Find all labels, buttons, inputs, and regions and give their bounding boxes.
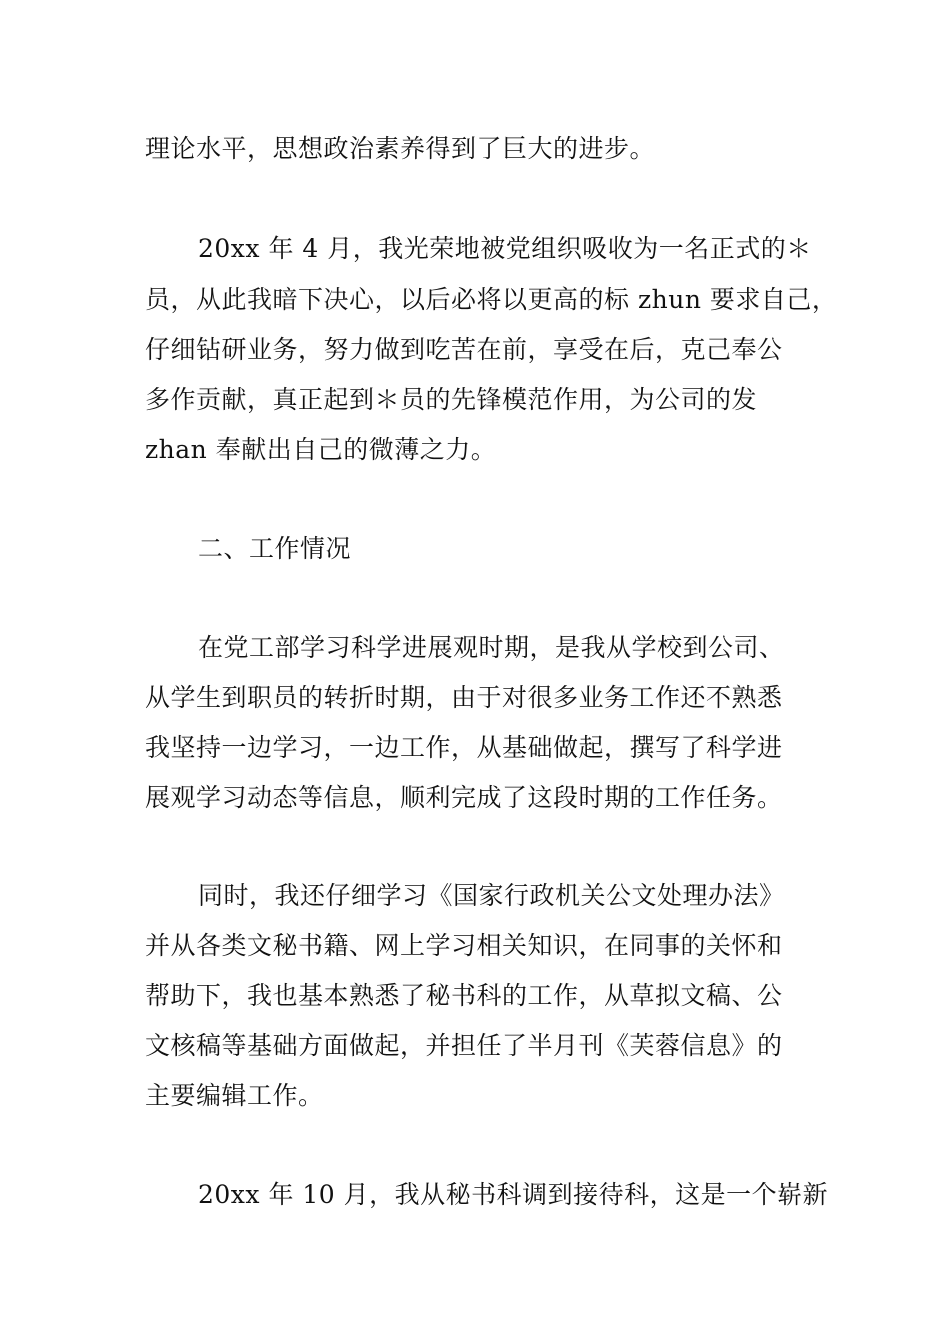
paragraph-4-line-1: 同时，我还仔细学习《国家行政机关公文处理办法》 [198, 881, 785, 910]
paragraph-4-line-3: 帮助下，我也基本熟悉了秘书科的工作，从草拟文稿、公 [145, 981, 783, 1010]
paragraph-3-line-3: 我坚持一边学习，一边工作，从基础做起，撰写了科学进 [145, 733, 783, 762]
paragraph-4-line-2: 并从各类文秘书籍、网上学习相关知识，在同事的关怀和 [145, 931, 783, 960]
paragraph-3-line-4: 展观学习动态等信息，顺利完成了这段时期的工作任务。 [145, 783, 783, 812]
paragraph-5-line-1: 20xx 年 10 月，我从秘书科调到接待科，这是一个崭新 [198, 1180, 829, 1209]
paragraph-3-line-2: 从学生到职员的转折时期，由于对很多业务工作还不熟悉 [145, 683, 783, 712]
paragraph-2-line-3: 仔细钻研业务，努力做到吃苦在前，享受在后，克己奉公 [145, 335, 783, 364]
paragraph-1-line-1: 理论水平，思想政治素养得到了巨大的进步。 [145, 134, 656, 163]
section-heading: 二、工作情况 [198, 534, 352, 563]
paragraph-2-line-5: zhan 奉献出自己的微薄之力。 [145, 435, 497, 464]
paragraph-2-line-2: 员，从此我暗下决心，以后必将以更高的标 zhun 要求自己， [145, 285, 838, 314]
paragraph-3-line-1: 在党工部学习科学进展观时期，是我从学校到公司、 [198, 633, 785, 662]
paragraph-4-line-5: 主要编辑工作。 [145, 1081, 324, 1110]
paragraph-2-line-1: 20xx 年 4 月，我光荣地被党组织吸收为一名正式的＊ [198, 234, 812, 263]
paragraph-2-line-4: 多作贡献，真正起到＊员的先锋模范作用，为公司的发 [145, 385, 758, 414]
paragraph-4-line-4: 文核稿等基础方面做起，并担任了半月刊《芙蓉信息》的 [145, 1031, 783, 1060]
